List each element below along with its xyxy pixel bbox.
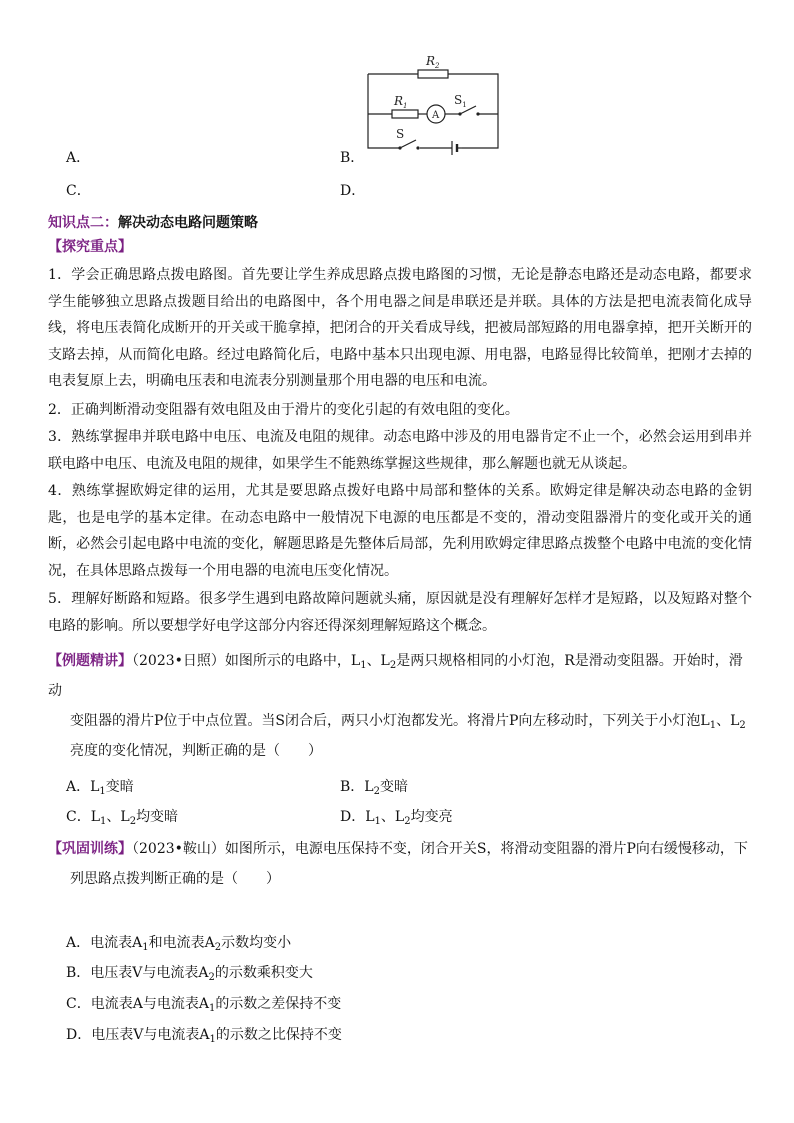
svg-text:A: A xyxy=(432,110,440,121)
focus-tag: 【探究重点】 xyxy=(48,239,132,255)
svg-text:S: S xyxy=(396,127,405,141)
example-option-c[interactable]: C．$L_1$、$L_2$均变暗 xyxy=(66,809,179,827)
practice-option-c[interactable]: C．电流表A与电流表$A_1$的示数之差保持不变 xyxy=(66,996,342,1014)
option-a-label: A． xyxy=(66,150,91,166)
paragraph-4: 4．熟练掌握欧姆定律的运用，尤其是要思路点拨好电路中局部和整体的关系。欧姆定律是解决动态电路的金钥匙，也是电学的基本定律。在动态电路中一般情况下电源的电压都是不变的，滑动变阻器滑片的变化或开关的通断，必然会引起电路中电流的变化，解题思路是先整体后局部，先利用欧姆定律思路点拨整个电路中电流的变化情况，在具体思路点拨每一个用电器的电流电压变化情况。 xyxy=(48,483,752,579)
example-option-b[interactable]: B．$L_2$变暗 xyxy=(340,779,408,797)
svg-text:R1: $R_1$ xyxy=(394,94,408,110)
example-option-d[interactable]: D．$L_1$、$L_2$均变亮 xyxy=(340,809,453,827)
paragraph-5: 5．理解好断路和短路。很多学生遇到电路故障问题就头痛，原因就是没有理解好怎样才是短路，以及短路对整个电路的影响。所以要想学好电学这部分内容还得深刻理解短路这个概念。 xyxy=(48,591,752,634)
circuit-diagram xyxy=(360,48,510,160)
option-c-label: C． xyxy=(66,183,91,199)
example-option-a[interactable]: A．$L_1$变暗 xyxy=(66,779,134,797)
option-b-label: B． xyxy=(340,150,365,166)
option-d-label: D． xyxy=(340,183,366,199)
practice-question: 【巩固训练】（2023•鞍山）如图所示，电源电压保持不变，闭合开关S，将滑动变阻器的滑片P向右缓慢移动，下 列思路点拨判断正确的是（ ） xyxy=(48,841,748,887)
paragraph-2: 2．正确判断滑动变阻器有效电阻及由于滑片的变化引起的有效电阻的变化。 xyxy=(48,402,519,418)
resistor-r2 xyxy=(418,70,448,78)
svg-text:R2: $R_2$ xyxy=(426,54,440,70)
switch-s xyxy=(400,140,416,148)
practice-option-b[interactable]: B．电压表V与电流表$A_2$的示数乘积变大 xyxy=(66,965,313,983)
practice-option-a[interactable]: A．电流表$A_1$和电流表$A_2$示数均变小 xyxy=(66,935,292,953)
paragraph-3: 3．熟练掌握串并联电路中电压、电流及电阻的规律。动态电路中涉及的用电器肯定不止一个，必然会运用到串并联电路中电压、电流及电阻的规律，如果学生不能熟练掌握这些规律，那么解题也就无从谈起。 xyxy=(48,429,752,472)
paragraph-1: 1．学会正确思路点拨电路图。首先要让学生养成思路点拨电路图的习惯，无论是静态电路还是动态电路，都要求学生能够独立思路点拨题目给出的电路图中，各个用电器之间是串联还是并联。具体的方法是把电流表简化成导线，将电压表简化成断开的开关或干脆拿掉，把闭合的开关看成导线，把被局部短路的用电器拿掉，把开关断开的支路去掉，从而简化电路。经过电路简化后，电路中基本只出现电源、用电器，电路显得比较简单，把刚才去掉的电表复原上去，明确电压表和电流表分别测量那个用电器的电压和电流。 xyxy=(48,267,752,390)
example-question: 【例题精讲】（2023•日照）如图所示的电路中，$L_1$、$L_2$是两只规格相同的小灯泡，R是滑动变阻器。开始时，滑动 变阻器的滑片P位于中点位置。当S闭合后，两只小灯泡都发光。将滑片P向左移动时，下列关于小灯泡$L_1$、$L_2$ 亮度的变化情况，判断正确的是（ ） xyxy=(48,653,746,759)
svg-text:S1: $S_1$ xyxy=(454,93,467,109)
knowledge-point-title: 知识点二：解决动态电路问题策略 xyxy=(48,215,258,231)
practice-option-d[interactable]: D．电压表V与电流表$A_1$的示数之比保持不变 xyxy=(66,1027,342,1045)
resistor-r1 xyxy=(392,110,418,118)
